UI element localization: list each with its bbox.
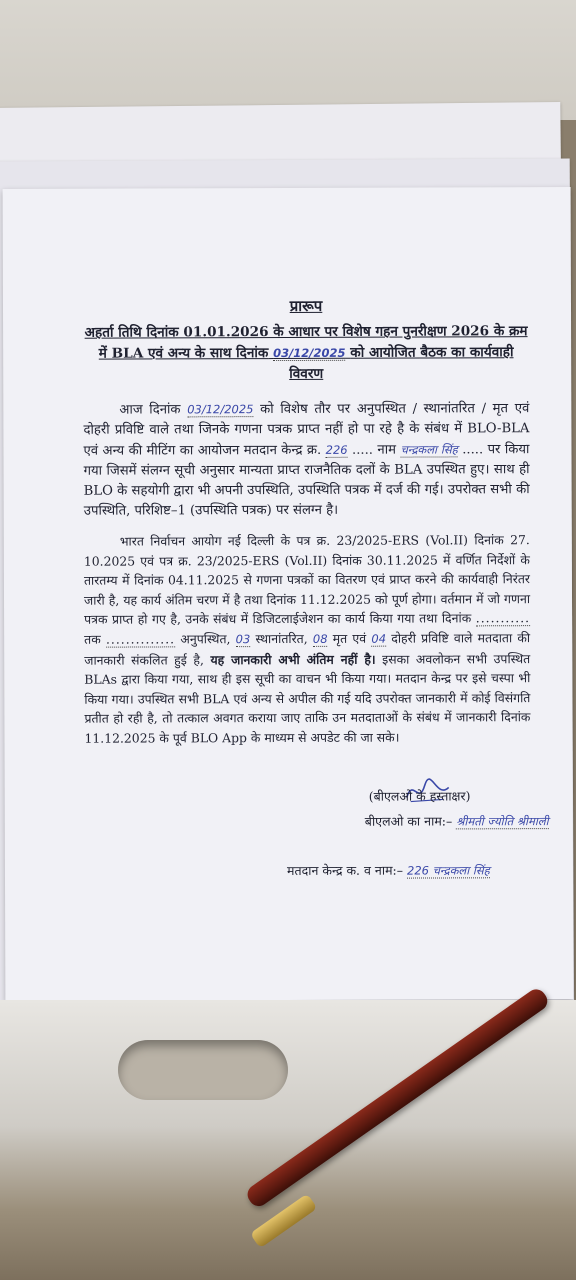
booth-name-handwritten: चन्द्रकला सिंह xyxy=(400,442,458,457)
transferred-label: स्थानांतरित, xyxy=(255,630,308,647)
duplicate-count-handwritten: 04 xyxy=(371,631,387,646)
meeting-date-handwritten: 03/12/2025 xyxy=(187,402,254,417)
not-final-notice: यह जानकारी अभी अंतिम नहीं है। xyxy=(210,651,376,667)
paragraph-1 xyxy=(83,398,529,522)
subject-line-1: अहर्ता तिथि दिनांक 01.01.2026 के आधार पर विशेष गहन पुनरीक्षण 2026 के क्रम xyxy=(84,323,528,341)
document-heading: प्रारूप xyxy=(289,296,323,315)
booth-handwritten: 226 चन्द्रकला सिंह xyxy=(406,863,490,878)
date-blank: ........... xyxy=(475,610,531,626)
para2-text-a: भारत निर्वाचन आयोग नई दिल्ली के पत्र क्र. 23/2025-ERS (Vol.II) दिनांक 27. 10.2025 एवं पत्र क्र. 23/2025-ERS (Vol.II) दिनांक 30.11.2025 में वर्णित निर्देशों के तारतम्य में दिनांक 04.11.2025 से गणना पत्रकों का वितरण एवं प्राप्त करने की कार्यवाही निरंतर जारी है, यह कार्य अंतिम चरण में है तथा दिनांक 11.12.2025 को पूर्ण होगा। वर्तमान में जो गणना पत्रक प्राप्त हो गए है, उनके संबंध में डिजिटलाईजेशन का कार्य किया गया तथा दिनांक xyxy=(83,532,531,628)
transferred-count-handwritten: 03 xyxy=(235,632,251,647)
absent-count-blank: .............. xyxy=(105,631,176,647)
document-page xyxy=(3,187,574,1001)
signature-label: (बीएलओ के हस्ताक्षर) xyxy=(368,788,471,804)
para1-text-a: आज दिनांक xyxy=(119,402,181,418)
booth-row xyxy=(287,861,576,879)
absent-label: अनुपस्थित, xyxy=(180,631,231,647)
para1-text-d: ..... पर किया गया जिसमें संलग्न सूची अनुसार मान्यता प्राप्त राजनैतिक दलों के BLA उपस्थित हुए। साथ ही BLO के सहयोगी द्वारा भी अपनी उपस्थिति, उपस्थिति पत्रक में दर्ज की गई। उपरोक्त सभी की उपस्थिति, परिशिष्ट–1 (उपस्थिति पत्रक) पर संलग्न है। xyxy=(83,442,530,519)
para1-text-b: को विशेष तौर पर अनुपस्थित / स्थानांतरित / मृत एवं दोहरी प्रविष्टि वाले तथा जिनके गणना पत्रक प्राप्त नहीं हो पा रहे है के संबंध में BLO-BLA एवं अन्य की मीटिंग का आयोजन मतदान केन्द्र क्र. xyxy=(83,401,530,459)
subject-block xyxy=(83,321,529,386)
blo-name-row xyxy=(365,812,575,830)
para2-text-c: इसका अवलोकन सभी उपस्थित BLAs द्वारा किया गया, साथ ही इस सूची का वाचन भी किया गया। मतदान केन्द्र पर इसे चस्पा भी किया गया। उपस्थित सभी BLA एवं अन्य से अपील की गई यदि उपरोक्त जानकारी में कोई विसंगति प्रतीत हो रही है, तो तत्काल अवगत कराया जाए ताकि उन मतदाताओं के संबंध में जानकारी दिनांक 11.12.2025 के पूर्व BLO App के माध्यम से अपडेट की जा सके। xyxy=(84,650,531,746)
subject-line-3: विवरण xyxy=(289,365,324,382)
paragraph-2 xyxy=(84,530,531,748)
booth-label: मतदान केन्द्र क. व नाम:– xyxy=(286,862,404,879)
para2-text-b: दोहरी प्रविष्टि वाले मतदाता की जानकारी संकलित हुई है, xyxy=(84,630,531,668)
subject-date-handwritten: 03/12/2025 xyxy=(273,345,346,361)
para1-text-c: ..... नाम xyxy=(352,442,397,458)
dead-count-handwritten: 08 xyxy=(312,631,328,646)
signature-block xyxy=(365,787,575,830)
booth-number-handwritten: 226 xyxy=(325,442,348,457)
blo-name-label: बीएलओ का नाम:– xyxy=(364,813,453,829)
dead-label: मृत एवं xyxy=(332,630,367,646)
document-body xyxy=(83,295,531,748)
para2-tak: तक xyxy=(84,631,101,647)
blo-name-handwritten: श्रीमती ज्योति श्रीमाली xyxy=(456,814,549,829)
bag-handle-hole xyxy=(118,1040,288,1100)
subject-line-2b: को आयोजित बैठक का कार्यवाही xyxy=(350,344,514,361)
subject-line-2a: में BLA एवं अन्य के साथ दिनांक xyxy=(98,345,269,362)
